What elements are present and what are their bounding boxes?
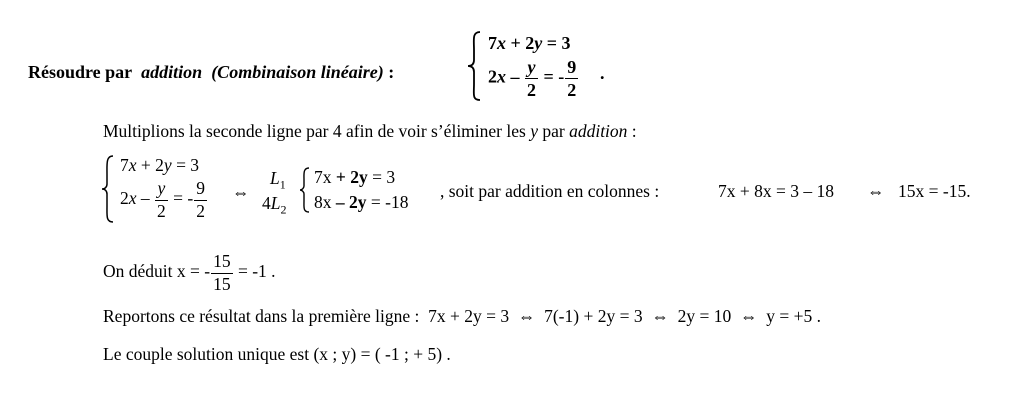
system-eq1: 7x + 2y = 3 [488, 33, 571, 53]
title-colon: : [388, 62, 395, 82]
step3-line: On déduit x = - $\frac{15}{15}$ = -1 . [103, 251, 276, 294]
title-period: . [600, 63, 605, 83]
system-brace-icon [298, 166, 312, 214]
system-eq2: 2x – $\frac{y}{2}$ = - $\frac{9}{2}$ [488, 57, 577, 100]
fraction: $\frac{15}{15}$ [213, 251, 231, 294]
equiv-symbol: ⇔ [232, 182, 250, 202]
step2-eq1: 7x + 2y = 3 [120, 155, 200, 175]
step2-eq2: 2x – $\frac{y}{2}$ = - $\frac{9}{2}$ [120, 178, 205, 221]
title-method: addition [141, 62, 203, 82]
fraction: $\frac{y}{2}$ [527, 57, 536, 100]
label-4L2: $4L_2$ [262, 193, 287, 217]
step2-result-a: 7x + 8x = 3 – 18 [718, 181, 834, 201]
title-text [28, 62, 394, 83]
step2-text: , soit par addition en colonnes : [440, 181, 660, 201]
step5-line: Le couple solution unique est (x ; y) = ( -1 ; + 5) . [103, 344, 451, 364]
system-brace-icon [466, 30, 484, 102]
new-eq1: 7x + 2y = 3 [314, 167, 396, 187]
fraction: $\frac{y}{2}$ [157, 178, 166, 221]
step1-line: Multiplions la seconde ligne par 4 afin de voir s’éliminer les y par addition : [103, 121, 637, 141]
title-lead: Résoudre par [28, 62, 133, 82]
label-L1: $L_1$ [270, 168, 286, 192]
system-brace-icon [100, 154, 116, 224]
fraction: $\frac{9}{2}$ [567, 57, 577, 100]
step4-line: Reportons ce résultat dans la première ligne : 7x + 2y = 3 ⇔ 7(-1) + 2y = 3 ⇔ 2y = 10 ⇔ y = +5 . [103, 306, 821, 326]
fraction: $\frac{9}{2}$ [196, 178, 205, 221]
title-parenthetical: (Combinaison linéaire) [211, 62, 384, 82]
equiv-symbol: ⇔ [867, 181, 885, 201]
new-eq2: 8x – 2y = -18 [314, 192, 409, 212]
step2-result-b: 15x = -15. [898, 181, 971, 201]
